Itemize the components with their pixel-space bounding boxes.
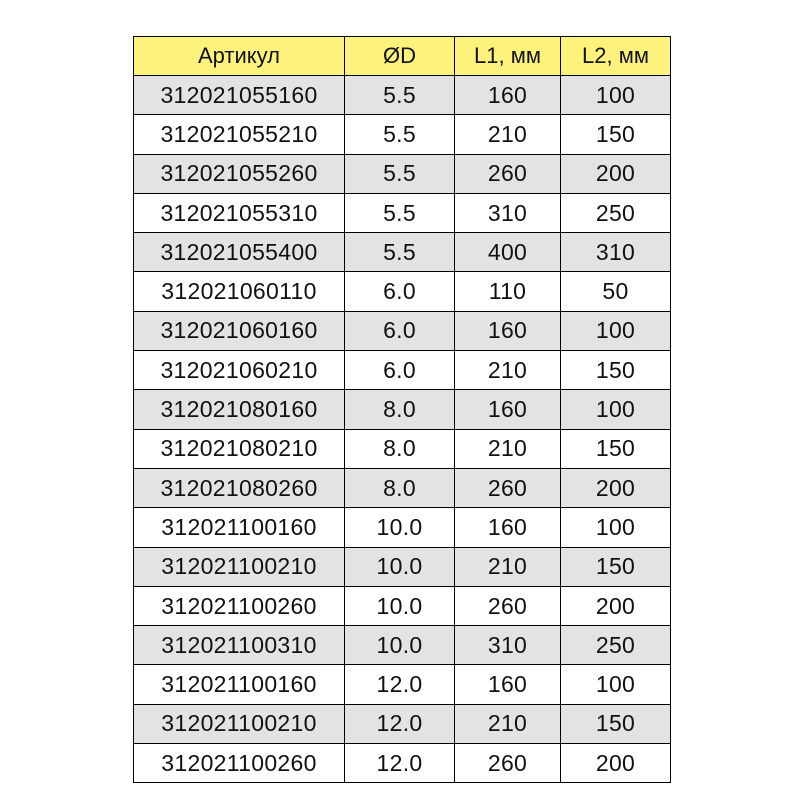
cell-article: 312021060210 — [134, 351, 345, 390]
cell-length-l2: 310 — [561, 233, 671, 272]
cell-length-l2: 200 — [561, 744, 671, 783]
cell-length-l2: 100 — [561, 76, 671, 115]
cell-length-l1: 310 — [455, 193, 561, 232]
cell-diameter: 5.5 — [345, 115, 455, 154]
cell-diameter: 10.0 — [345, 547, 455, 586]
cell-length-l1: 210 — [455, 351, 561, 390]
spec-table — [133, 36, 671, 783]
cell-diameter: 5.5 — [345, 154, 455, 193]
cell-article: 312021055260 — [134, 154, 345, 193]
table-row — [134, 665, 671, 704]
cell-length-l2: 100 — [561, 390, 671, 429]
cell-article: 312021055210 — [134, 115, 345, 154]
cell-diameter: 8.0 — [345, 468, 455, 507]
cell-length-l1: 310 — [455, 626, 561, 665]
cell-length-l1: 160 — [455, 390, 561, 429]
cell-length-l1: 210 — [455, 547, 561, 586]
table-row — [134, 115, 671, 154]
cell-diameter: 5.5 — [345, 193, 455, 232]
cell-diameter: 10.0 — [345, 626, 455, 665]
table-row — [134, 744, 671, 783]
cell-article: 312021080160 — [134, 390, 345, 429]
cell-diameter: 5.5 — [345, 233, 455, 272]
table-row — [134, 272, 671, 311]
cell-length-l2: 200 — [561, 468, 671, 507]
cell-article: 312021060160 — [134, 311, 345, 350]
cell-length-l2: 150 — [561, 351, 671, 390]
cell-article: 312021100210 — [134, 547, 345, 586]
table-row — [134, 547, 671, 586]
cell-length-l2: 200 — [561, 154, 671, 193]
table-row — [134, 311, 671, 350]
table-row — [134, 508, 671, 547]
cell-article: 312021055160 — [134, 76, 345, 115]
cell-article: 312021080210 — [134, 429, 345, 468]
cell-length-l1: 210 — [455, 704, 561, 743]
cell-diameter: 10.0 — [345, 508, 455, 547]
cell-length-l1: 110 — [455, 272, 561, 311]
header-row — [134, 37, 671, 76]
cell-length-l1: 400 — [455, 233, 561, 272]
cell-article: 312021100160 — [134, 508, 345, 547]
cell-length-l2: 150 — [561, 115, 671, 154]
cell-length-l2: 50 — [561, 272, 671, 311]
cell-diameter: 8.0 — [345, 429, 455, 468]
cell-length-l1: 160 — [455, 76, 561, 115]
table-row — [134, 429, 671, 468]
cell-diameter: 12.0 — [345, 665, 455, 704]
table-row — [134, 154, 671, 193]
cell-length-l2: 250 — [561, 626, 671, 665]
cell-length-l1: 160 — [455, 665, 561, 704]
table-row — [134, 233, 671, 272]
table-row — [134, 193, 671, 232]
cell-diameter: 6.0 — [345, 311, 455, 350]
cell-diameter: 12.0 — [345, 704, 455, 743]
cell-length-l2: 150 — [561, 547, 671, 586]
cell-diameter: 5.5 — [345, 76, 455, 115]
cell-length-l1: 210 — [455, 115, 561, 154]
cell-length-l1: 260 — [455, 586, 561, 625]
cell-article: 312021100210 — [134, 704, 345, 743]
table-row — [134, 390, 671, 429]
table-row — [134, 626, 671, 665]
table-row — [134, 586, 671, 625]
cell-length-l1: 260 — [455, 154, 561, 193]
cell-length-l2: 100 — [561, 665, 671, 704]
header-article: Артикул — [134, 37, 345, 76]
cell-diameter: 12.0 — [345, 744, 455, 783]
header-diameter: ØD — [345, 37, 455, 76]
cell-article: 312021100160 — [134, 665, 345, 704]
header-length-l2: L2, мм — [561, 37, 671, 76]
cell-diameter: 6.0 — [345, 351, 455, 390]
cell-length-l1: 210 — [455, 429, 561, 468]
table-row — [134, 704, 671, 743]
table-row — [134, 351, 671, 390]
cell-diameter: 6.0 — [345, 272, 455, 311]
header-length-l1: L1, мм — [455, 37, 561, 76]
cell-diameter: 8.0 — [345, 390, 455, 429]
cell-article: 312021100310 — [134, 626, 345, 665]
cell-article: 312021100260 — [134, 586, 345, 625]
cell-length-l1: 260 — [455, 744, 561, 783]
cell-length-l2: 100 — [561, 311, 671, 350]
cell-length-l2: 200 — [561, 586, 671, 625]
cell-article: 312021100260 — [134, 744, 345, 783]
table-body — [134, 76, 671, 783]
cell-length-l2: 100 — [561, 508, 671, 547]
table-header — [134, 37, 671, 76]
cell-length-l2: 150 — [561, 429, 671, 468]
cell-diameter: 10.0 — [345, 586, 455, 625]
cell-article: 312021055400 — [134, 233, 345, 272]
cell-length-l2: 250 — [561, 193, 671, 232]
cell-article: 312021060110 — [134, 272, 345, 311]
table-row — [134, 468, 671, 507]
table-row — [134, 76, 671, 115]
cell-length-l1: 260 — [455, 468, 561, 507]
cell-length-l1: 160 — [455, 311, 561, 350]
cell-article: 312021055310 — [134, 193, 345, 232]
cell-length-l1: 160 — [455, 508, 561, 547]
cell-article: 312021080260 — [134, 468, 345, 507]
cell-length-l2: 150 — [561, 704, 671, 743]
